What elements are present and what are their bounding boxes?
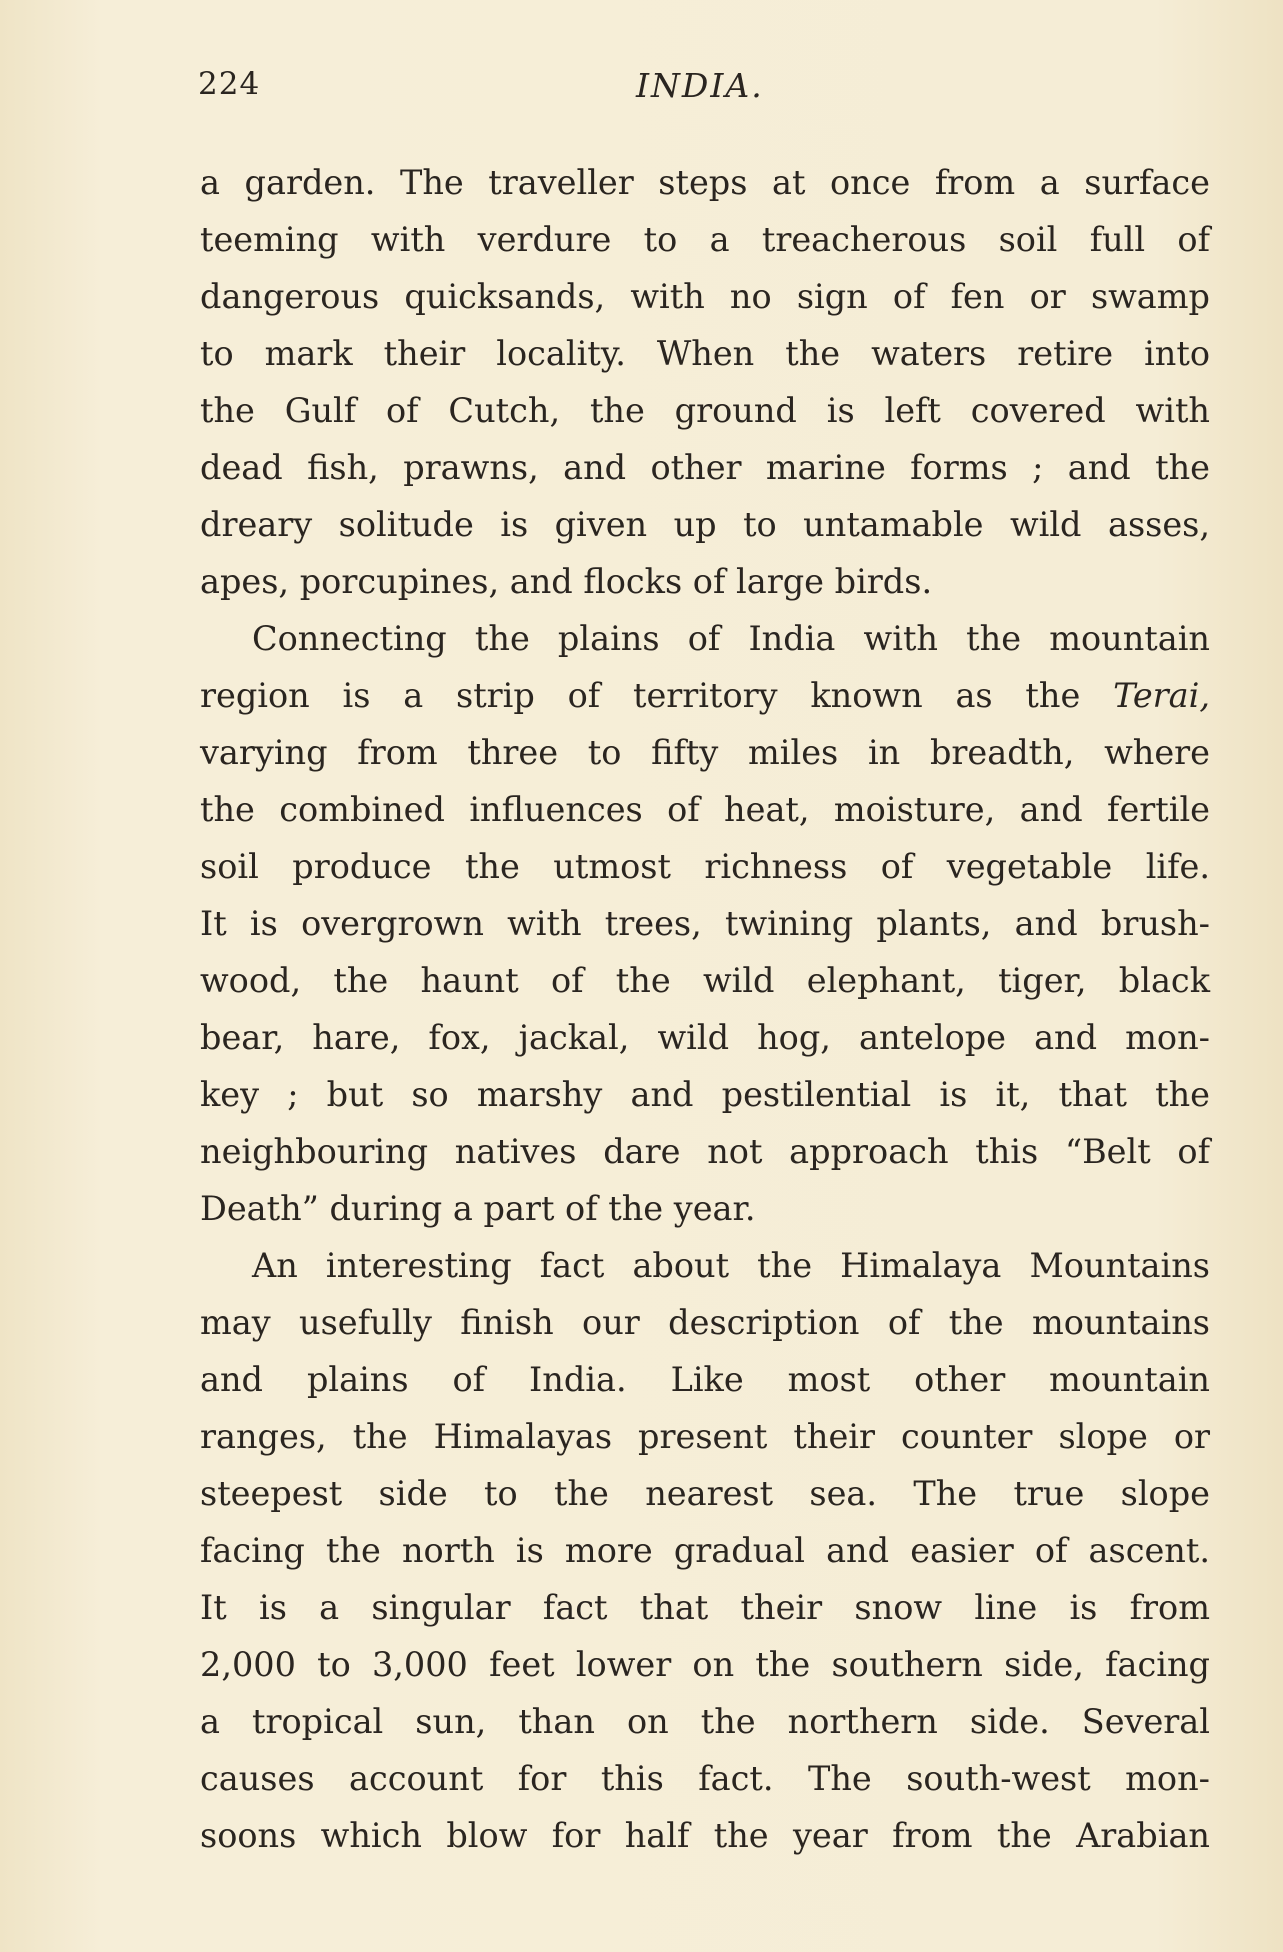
text-line: steepest side to the nearest sea. The true slope [200, 1474, 1210, 1513]
text-line: facing the north is more gradual and easier of ascent. [200, 1531, 1210, 1570]
text-line: apes, porcupines, and flocks of large birds. [200, 562, 933, 601]
text-line: may usefully finish our description of the mountains [200, 1303, 1210, 1342]
text-line: dreary solitude is given up to untamable wild asses, [200, 505, 1210, 544]
text-line: Connecting the plains of India with the mountain [252, 619, 1210, 658]
page-number: 224 [198, 66, 261, 102]
running-title: INDIA. [636, 66, 764, 105]
text-line: It is a singular fact that their snow line is from [200, 1588, 1210, 1627]
text-line: dangerous quicksands, with no sign of fen or swamp [200, 277, 1210, 316]
text-line: Death” during a part of the year. [200, 1189, 756, 1228]
text-line: ranges, the Himalayas present their counter slope or [200, 1417, 1210, 1456]
text-line: varying from three to fifty miles in breadth, where [200, 733, 1210, 772]
text-line: wood, the haunt of the wild elephant, tiger, black [200, 961, 1210, 1000]
body-text [200, 154, 1210, 1864]
text-line [200, 667, 1210, 724]
text-line: and plains of India. Like most other mountain [200, 1360, 1210, 1399]
text-line: 2,000 to 3,000 feet lower on the southern side, facing [200, 1645, 1210, 1684]
page-header [0, 66, 1283, 116]
text-line: dead fish, prawns, and other marine forms ; and the [200, 448, 1210, 487]
text-line: bear, hare, fox, jackal, wild hog, antelope and mon- [200, 1018, 1210, 1057]
text-line: soons which blow for half the year from the Arabian [200, 1816, 1210, 1855]
italic-term: Terai, [1113, 676, 1210, 715]
text-line: the combined influences of heat, moisture, and fertile [200, 790, 1210, 829]
text-segment: region is a strip of territory known as the [200, 676, 1114, 715]
text-line: causes account for this fact. The south-west mon- [200, 1759, 1210, 1798]
text-line: to mark their locality. When the waters retire into [200, 334, 1210, 373]
text-line: soil produce the utmost richness of vegetable life. [200, 847, 1210, 886]
text-line: It is overgrown with trees, twining plants, and brush- [200, 904, 1210, 943]
text-line: the Gulf of Cutch, the ground is left covered with [200, 391, 1210, 430]
text-line: key ; but so marshy and pestilential is it, that the [200, 1075, 1210, 1114]
text-line: neighbouring natives dare not approach this “Belt of [200, 1132, 1210, 1171]
text-line: An interesting fact about the Himalaya Mountains [252, 1246, 1210, 1285]
text-line: a garden. The traveller steps at once from a surface [200, 163, 1210, 202]
text-line: a tropical sun, than on the northern side. Several [200, 1702, 1210, 1741]
text-line: teeming with verdure to a treacherous soil full of [200, 220, 1210, 259]
